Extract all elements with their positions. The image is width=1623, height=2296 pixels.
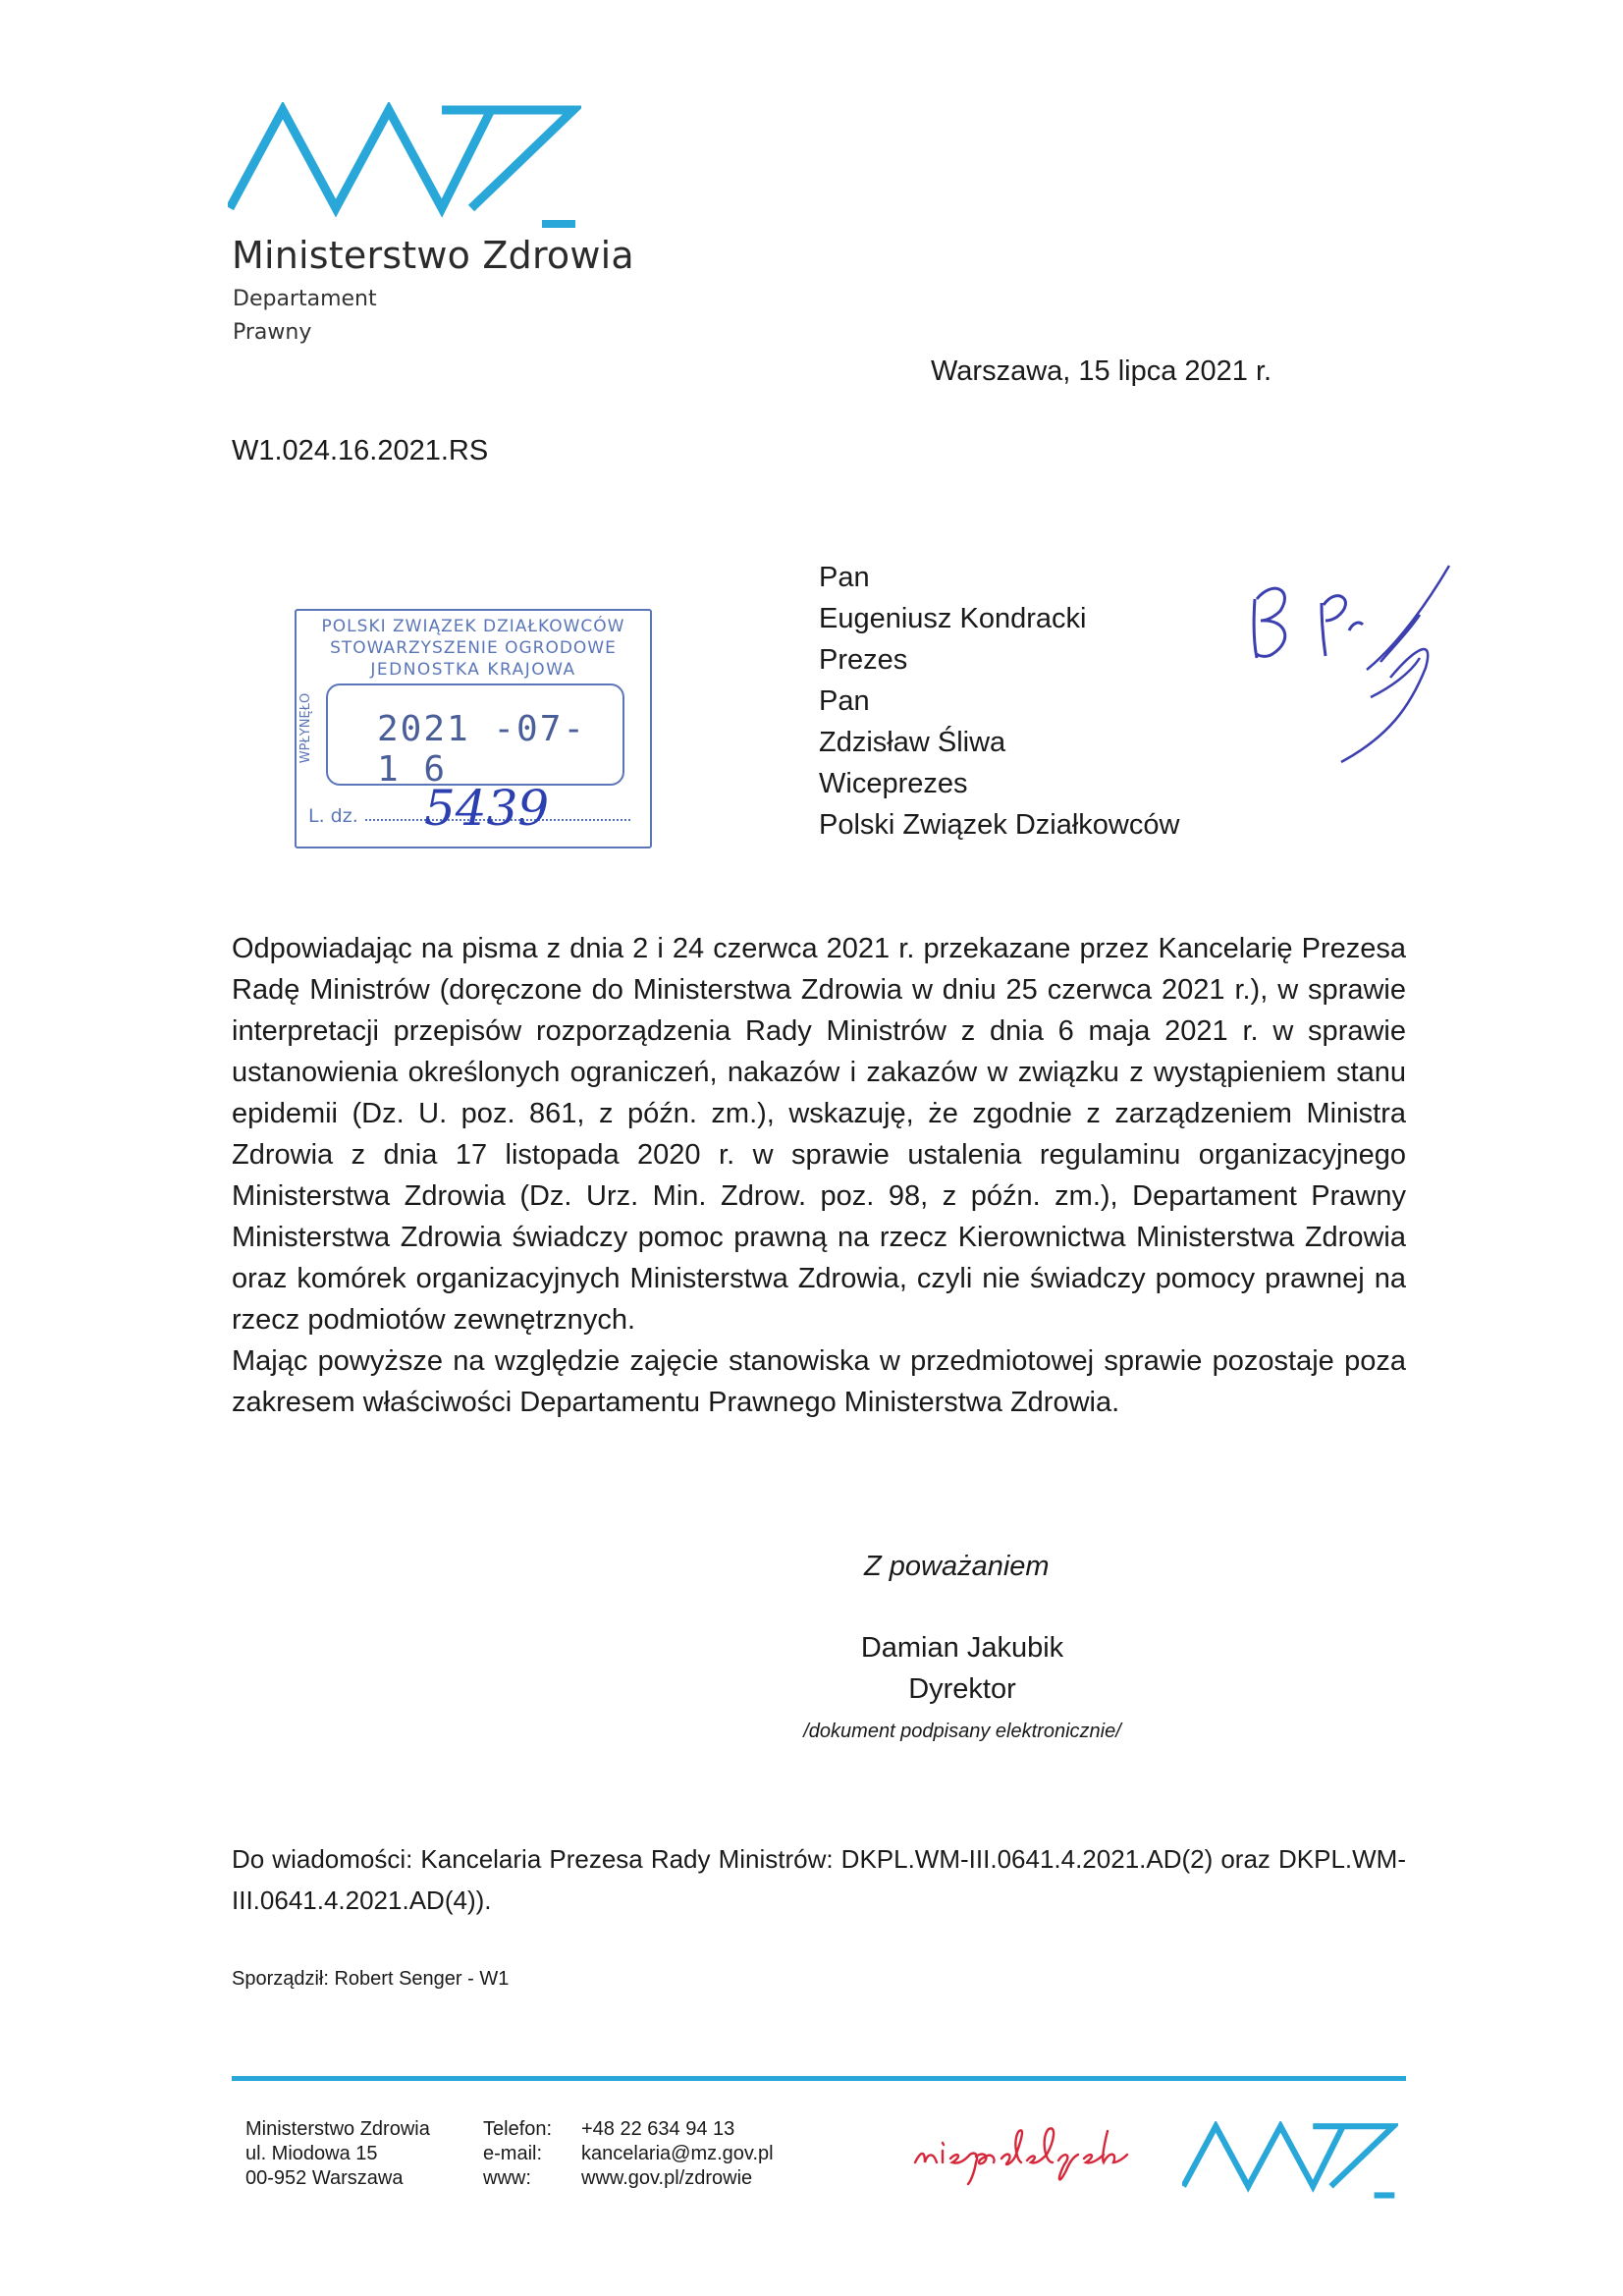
footer-address — [245, 2117, 430, 2191]
department-line-2: Prawny — [233, 320, 312, 345]
footer-email: kancelaria@mz.gov.pl — [581, 2143, 774, 2164]
addressee-block — [819, 557, 1179, 846]
stamp-received-date: 2021 -07- 1 6 — [377, 709, 587, 790]
department-line-1: Departament — [233, 287, 377, 311]
addressee-line: Prezes — [819, 644, 908, 676]
signer-name: Damian Jakubik — [860, 1632, 1064, 1664]
footer-divider — [232, 2076, 1406, 2081]
addressee-line: Polski Związek Działkowców — [819, 809, 1180, 841]
footer-contact-label: www: — [483, 2167, 531, 2189]
place-date: Warszawa, 15 lipca 2021 r. — [931, 355, 1272, 387]
addressee-line: Zdzisław Śliwa — [819, 727, 1006, 758]
stamp-line-2: STOWARZYSZENIE OGRODOWE — [330, 638, 617, 658]
footer-address-line: 00-952 Warszawa — [245, 2167, 404, 2189]
footer-phone: +48 22 634 94 13 — [581, 2118, 735, 2140]
received-stamp — [295, 609, 652, 848]
addressee-line: Wiceprezes — [819, 768, 968, 799]
prepared-by: Sporządził: Robert Senger - W1 — [232, 1968, 510, 1990]
reference-number: W1.024.16.2021.RS — [232, 435, 489, 466]
ministry-name: Ministerstwo Zdrowia — [232, 234, 634, 277]
electronic-signature-note: /dokument podpisany elektronicznie/ — [803, 1721, 1121, 1742]
stamp-ldz-label: L. dz. — [308, 805, 358, 827]
addressee-line: Eugeniusz Kondracki — [819, 603, 1087, 634]
niepodlegla-icon — [911, 2111, 1147, 2190]
handwritten-initials-icon — [1243, 560, 1459, 776]
footer-website: www.gov.pl/zdrowie — [581, 2167, 753, 2189]
signer-title: Dyrektor — [908, 1673, 1016, 1705]
body-paragraph-2: Mając powyższe na względzie zajęcie stanowiska w przedmiotowej sprawie pozostaje poza zakresem właściwości Departamentu Prawnego Ministerstwa Zdrowia. — [232, 1345, 1406, 1418]
footer-contact-values — [581, 2117, 774, 2191]
footer-address-line: ul. Miodowa 15 — [245, 2143, 378, 2164]
letter-body — [232, 928, 1406, 1423]
stamp-side-label: WPŁYNĘŁO — [298, 692, 314, 764]
addressee-line: Pan — [819, 685, 870, 717]
stamp-date-box — [326, 683, 624, 790]
stamp-ldz-number: 5439 — [424, 780, 550, 837]
cc-note: Do wiadomości: Kancelaria Prezesa Rady Ministrów: DKPL.WM-III.0641.4.2021.AD(2) oraz DKPL.WM-III.0641.4.2021.AD(4)). — [232, 1844, 1406, 1915]
stamp-line-1: POLSKI ZWIĄZEK DZIAŁKOWCÓW — [321, 617, 625, 636]
footer-mz-logo-icon — [1182, 2121, 1398, 2200]
addressee-line: Pan — [819, 562, 870, 593]
closing-salutation: Z poważaniem — [864, 1551, 1050, 1582]
footer-contact-label: Telefon: — [483, 2118, 553, 2140]
stamp-line-3: JEDNOSTKA KRAJOWA — [370, 660, 576, 680]
body-paragraph-1: Odpowiadając na pisma z dnia 2 i 24 czerwca 2021 r. przekazane przez Kancelarię Prezesa Radę Ministrów (doręczone do Ministerstwa Zdrowia w dniu 25 czerwca 2021 r.), w sprawie interpretacji przepisów rozporządzenia Rady Ministrów z dnia 6 maja 2021 r. w sprawie ustanowienia określonych ograniczeń, nakazów i zakazów w związku z wystąpieniem stanu epidemii (Dz. U. poz. 861, z późn. zm.), wskazuję, że zgodnie z zarządzeniem Ministra Zdrowia z dnia 17 listopada 2020 r. w sprawie ustalenia regulaminu organizacyjnego Ministerstwa Zdrowia (Dz. Urz. Min. Zdrow. poz. 98, z późn. zm.), Departament Prawny Ministerstwa Zdrowia świadczy pomoc prawną na rzecz Kierownictwa Ministerstwa Zdrowia oraz komórek organizacyjnych Ministerstwa Zdrowia, czyli nie świadczy pomocy prawnej na rzecz podmiotów zewnętrznych. — [232, 933, 1406, 1336]
mz-logo-icon — [228, 102, 581, 230]
footer-contact-labels — [483, 2117, 552, 2191]
footer-contact-label: e-mail: — [483, 2143, 543, 2164]
footer-address-line: Ministerstwo Zdrowia — [245, 2118, 430, 2140]
